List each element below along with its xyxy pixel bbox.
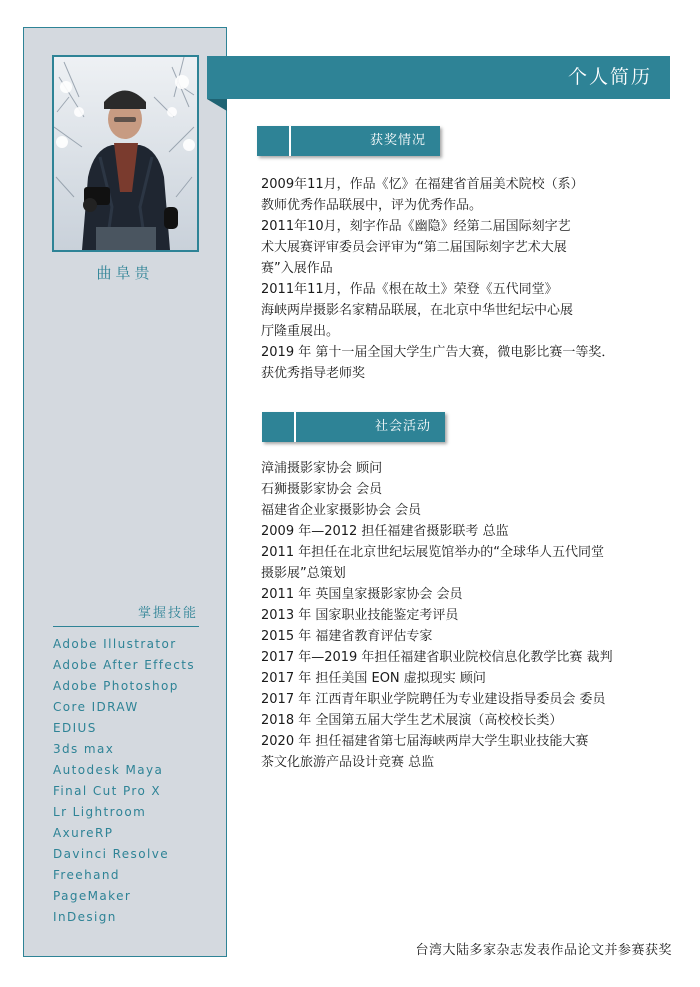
skill-item: Davinci Resolve <box>53 847 169 861</box>
social-line: 2011 年担任在北京世纪坛展览馆举办的“全球华人五代同堂 <box>261 545 604 560</box>
skill-item: 3ds max <box>53 742 115 756</box>
awards-line: 教师优秀作品联展中，评为优秀作品。 <box>261 198 483 213</box>
social-list <box>261 458 613 773</box>
skill-item: Lr Lightroom <box>53 805 147 819</box>
skill-item: EDIUS <box>53 721 97 735</box>
skill-item: InDesign <box>53 910 117 924</box>
awards-line: 赛”入展作品 <box>261 261 333 276</box>
skill-item: Core IDRAW <box>53 700 139 714</box>
social-line: 漳浦摄影家协会 顾问 <box>261 461 383 476</box>
social-line: 摄影展”总策划 <box>261 566 346 581</box>
skill-item: Freehand <box>53 868 120 882</box>
social-line: 2017 年 江西青年职业学院聘任为专业建设指导委员会 委员 <box>261 692 606 707</box>
profile-photo <box>52 55 199 252</box>
social-line: 石狮摄影家协会 会员 <box>261 482 383 497</box>
tab-divider <box>294 412 296 442</box>
social-line: 2017 年 担任美国 EON 虚拟现实 顾问 <box>261 671 486 686</box>
awards-line: 获优秀指导老师奖 <box>261 366 366 381</box>
awards-line: 海峡两岸摄影名家精品联展，在北京中华世纪坛中心展 <box>261 303 574 318</box>
skill-item: Autodesk Maya <box>53 763 164 777</box>
awards-list <box>261 174 614 384</box>
social-section-tab <box>262 412 445 442</box>
social-line: 2013 年 国家职业技能鉴定考评员 <box>261 608 459 623</box>
skill-item: Final Cut Pro X <box>53 784 162 798</box>
tab-divider <box>289 126 291 156</box>
social-line: 2017 年—2019 年担任福建省职业院校信息化教学比赛 裁判 <box>261 650 613 665</box>
social-line: 2015 年 福建省教育评估专家 <box>261 629 433 644</box>
skill-item: PageMaker <box>53 889 132 903</box>
skills-heading: 掌握技能 <box>137 606 198 621</box>
social-line: 2018 年 全国第五届大学生艺术展演（高校校长类） <box>261 713 563 728</box>
social-line: 2020 年 担任福建省第七届海峡两岸大学生职业技能大赛 <box>261 734 589 749</box>
social-line: 福建省企业家摄影协会 会员 <box>261 503 422 518</box>
page-title: 个人简历 <box>567 66 652 88</box>
skill-item: Adobe After Effects <box>53 658 195 672</box>
awards-line: 2009年11月，作品《忆》在福建省首届美术院校（系） <box>261 177 584 192</box>
resume-header-banner <box>207 56 670 99</box>
social-line: 2011 年 英国皇家摄影家协会 会员 <box>261 587 463 602</box>
awards-section-tab <box>257 126 440 156</box>
awards-heading: 获奖情况 <box>369 133 426 148</box>
profile-name: 曲阜贵 <box>96 264 154 282</box>
skills-divider <box>53 626 199 627</box>
social-line: 茶文化旅游产品设计竞赛 总监 <box>261 755 435 770</box>
banner-fold <box>207 99 227 111</box>
awards-line: 术大展赛评审委员会评审为“第二届国际刻字艺术大展 <box>261 240 567 255</box>
skill-item: Adobe Illustrator <box>53 637 177 651</box>
skill-item: AxureRP <box>53 826 114 840</box>
awards-line: 2019 年 第十一届全国大学生广告大赛，微电影比赛一等奖． <box>261 345 615 360</box>
footer-note: 台湾大陆多家杂志发表作品论文并参赛获奖 <box>415 943 672 958</box>
skill-item: Adobe Photoshop <box>53 679 179 693</box>
awards-line: 2011年11月，作品《根在故土》荣登《五代同堂》 <box>261 282 558 297</box>
skills-list <box>53 634 195 928</box>
awards-line: 厅隆重展出。 <box>261 324 340 339</box>
social-line: 2009 年—2012 担任福建省摄影联考 总监 <box>261 524 509 539</box>
awards-line: 2011年10月，刻字作品《幽隐》经第二届国际刻字艺 <box>261 219 571 234</box>
social-heading: 社会活动 <box>374 419 431 434</box>
